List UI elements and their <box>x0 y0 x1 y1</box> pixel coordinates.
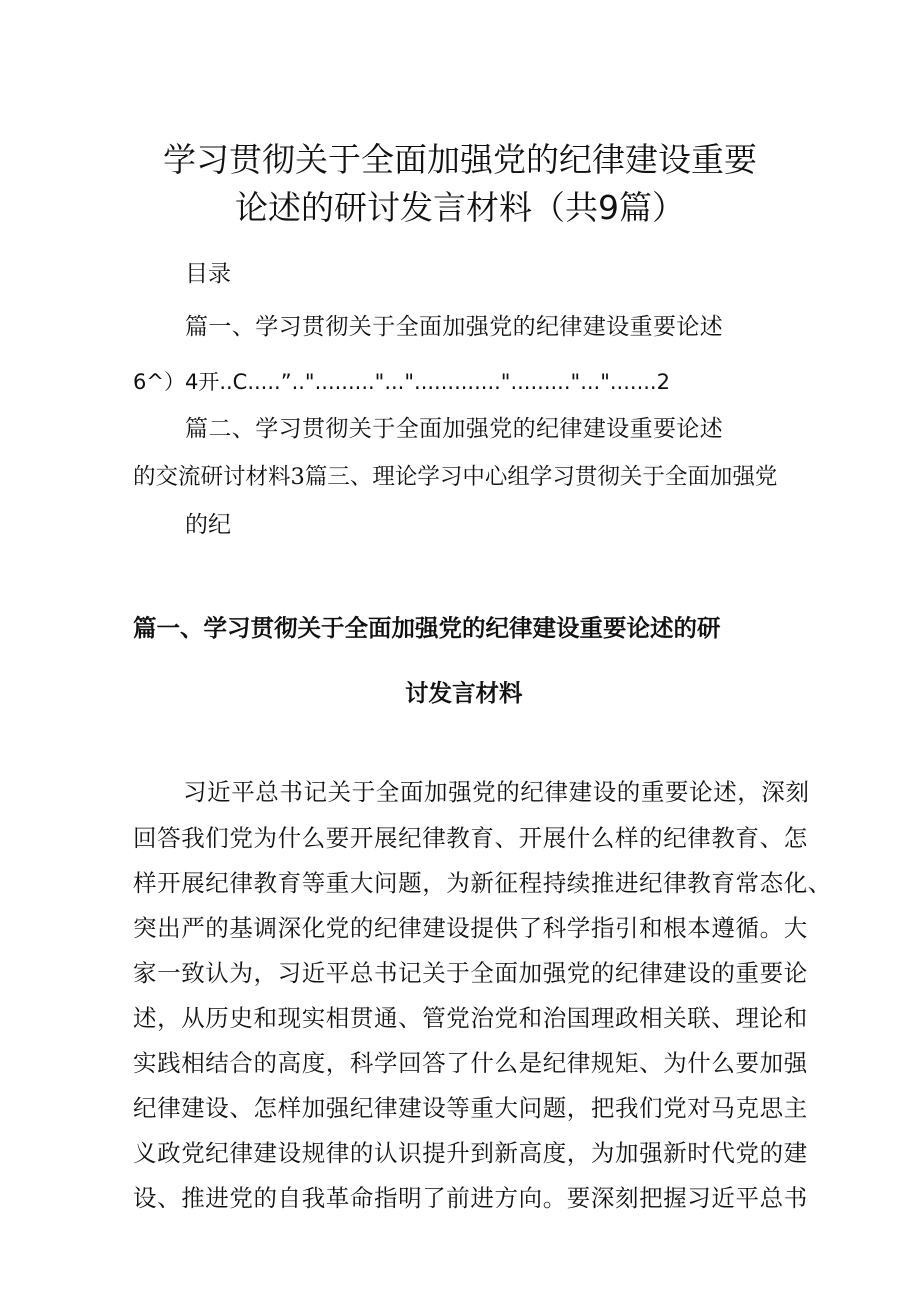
section-1-heading-line-2: 讨发言材料 <box>405 679 523 707</box>
paragraph-line: 述，从历史和现实相贯通、管党治党和治国理政相关联、理论和 <box>133 1004 808 1032</box>
paragraph-line: 设、推进党的自我革命指明了前进方向。要深刻把握习近平总书 <box>133 1184 808 1212</box>
paragraph-line: 回答我们党为什么要开展纪律教育、开展什么样的纪律教育、怎 <box>133 824 808 852</box>
toc-item-3-line-3: 的纪 <box>185 512 231 538</box>
toc-item-1-line-1: 篇一、学习贯彻关于全面加强党的纪律建设重要论述 <box>185 314 724 340</box>
section-1-heading-line-1: 篇一、学习贯彻关于全面加强党的纪律建设重要论述的研 <box>133 614 721 642</box>
paragraph-line: 突出严的基调深化党的纪律建设提供了科学指引和根本遵循。大 <box>133 914 808 942</box>
toc-heading: 目录 <box>185 261 231 287</box>
paragraph-line: 样开展纪律教育等重大问题，为新征程持续推进纪律教育常态化、 <box>133 869 832 897</box>
document-title-line-1: 学习贯彻关于全面加强党的纪律建设重要 <box>163 140 757 179</box>
paragraph-line: 义政党纪律建设规律的认识提升到新高度，为加强新时代党的建 <box>133 1139 808 1167</box>
paragraph-line: 实践相结合的高度，科学回答了什么是纪律规矩、为什么要加强 <box>133 1049 808 1077</box>
paragraph-line: 习近平总书记关于全面加强党的纪律建设的重要论述，深刻 <box>183 778 810 806</box>
toc-item-2-line-1: 篇二、学习贯彻关于全面加强党的纪律建设重要论述 <box>185 416 724 442</box>
toc-item-1-line-2: 6^）4开..C.....”.."........."..."............."........."...".......2 <box>133 370 670 394</box>
paragraph-line: 纪律建设、怎样加强纪律建设等重大问题，把我们党对马克思主 <box>133 1094 808 1122</box>
paragraph-line: 家一致认为，习近平总书记关于全面加强党的纪律建设的重要论 <box>133 959 808 987</box>
document-title-line-2: 论述的研讨发言材料（共9篇） <box>235 188 685 227</box>
toc-item-2-line-2: 的交流研讨材料3篇三、理论学习中心组学习贯彻关于全面加强党 <box>133 464 778 490</box>
